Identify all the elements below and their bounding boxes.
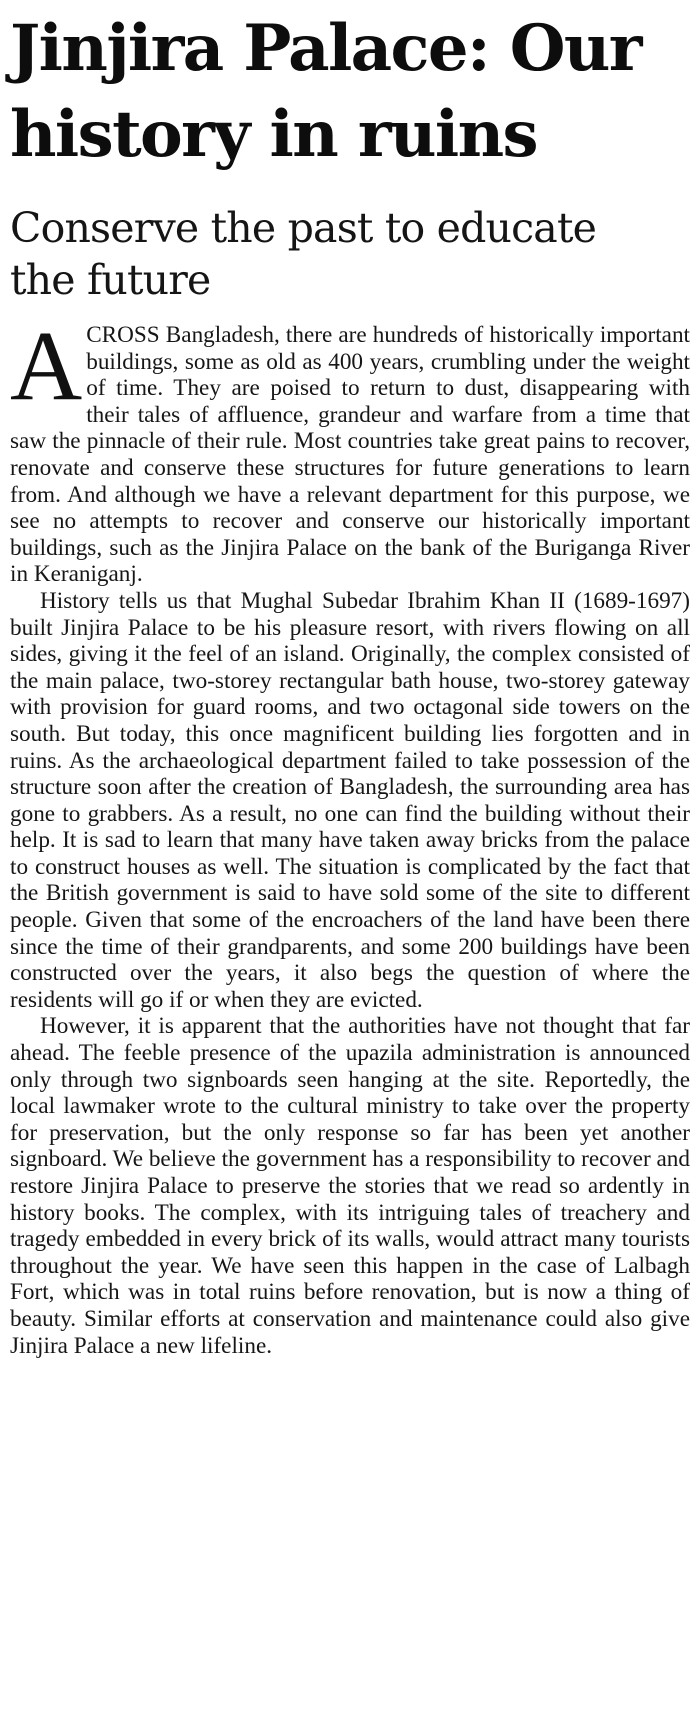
subheadline: Conserve the past to educate the future [10,204,597,304]
paragraph-1 [10,310,690,588]
editorial-article [10,0,700,1359]
headline: Jinjira Palace: Our history in ruins [10,11,641,172]
paragraph-2: History tells us that Mughal Subedar Ibrahim Khan II (1689-1697) built Jinjira Palace to be his pleasure resort, with rivers flowing on all sides, giving it the feel of an island. Originally, the complex consisted of the main palace, two-storey rectangular bath house, two-storey gateway with provision for guard rooms, and two octagonal side towers on the south. But today, this once magnificent building lies forgotten and in ruins. As the archaeological department failed to take possession of the structure soon after the creation of Bangladesh, the surrounding area has gone to grabbers. As a result, no one can find the building without their help. It is sad to learn that many have taken away bricks from the palace to construct houses as well. The situation is complicated by the fact that the British government is said to have sold some of the site to different people. Given that some of the encroachers of the land have been there since the time of their grandparents, and some 200 buildings have been constructed over the years, it also begs the question of where the residents will go if or when they are evicted. [10,587,690,1013]
paragraph-3: However, it is apparent that the authorities have not thought that far ahead. The feeble presence of the upazila administration is announced only through two signboards seen hanging at the site. Reportedly, the local lawmaker wrote to the cultural ministry to take over the property for preservation, but the only response so far has been yet another signboard. We believe the government has a responsibility to recover and restore Jinjira Palace to preserve the stories that we read so ardently in history books. The complex, with its intriguing tales of treachery and tragedy embedded in every brick of its walls, would attract many tourists throughout the year. We have seen this happen in the case of Lalbagh Fort, which was in total ruins before renovation, but is now a thing of beauty. Similar efforts at conservation and maintenance could also give Jinjira Palace a new lifeline. [10,1013,690,1359]
article-body [10,310,690,1359]
paragraph-1-text: CROSS Bangladesh, there are hundreds of historically important buildings, some as old as 400 years, crumbling under the weight of time. They are poised to return to dust, disappearing with their tales of affluence, grandeur and warfare from a time that saw the pinnacle of their rule. Most countries take great pains to recover, renovate and conserve these structures for future generations to learn from. And although we have a relevant department for this purpose, we see no attempts to recover and conserve our historically important buildings, such as the Jinjira Palace on the bank of the Buriganga River in Keraniganj. [10,322,690,588]
drop-cap: A [10,310,83,421]
